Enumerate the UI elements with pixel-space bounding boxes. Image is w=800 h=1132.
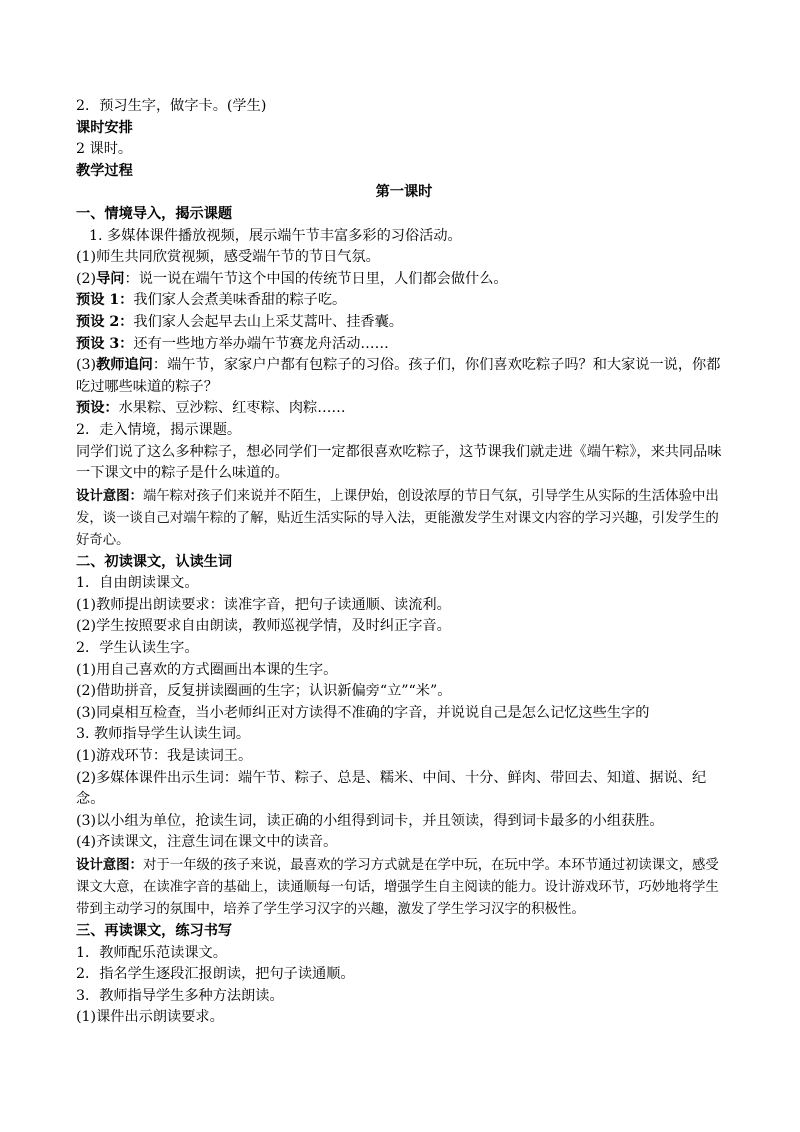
design-intent-text: 端午粽对孩子们来说并不陌生，上课伊始，创设浓厚的节日气氛，引导学生从实际的生活体验中出发，谈一谈自己对端午粽的了解，贴近生活实际的导入法，更能激发学生对课文内容的学习兴趣，引发学生的好奇心。: [76, 488, 719, 548]
design-intent-label: 设计意图：: [76, 857, 143, 873]
preset-label: 预设 1：: [76, 292, 134, 309]
section-1-title: 一、情境导入，揭示课题: [76, 205, 233, 222]
heading-schedule: 课时安排: [76, 119, 133, 136]
section-3-title: 三、再读课文，练习书写: [76, 923, 233, 939]
preset-text: 我们家人会煮美味香甜的粽子吃。: [133, 292, 347, 309]
follow-up-text: ：端午节，家家户户都有包粽子的习俗。孩子们，你们喜欢吃粽子吗？和大家说一说，你都吃过哪些味道的粽子？: [76, 357, 721, 395]
section-2-item-1: 1．自由朗读课文。: [76, 575, 199, 592]
section-2-item-3b: (2)多媒体课件出示生词：端午节、粽子、总是、糯米、中间、十分、鲜肉、带回去、知道、据说、纪念。: [76, 769, 707, 808]
section-1-item-1c: [76, 355, 732, 398]
section-3-item-3a: (1)课件出示朗读要求。: [76, 1009, 224, 1026]
design-intent-2: [76, 854, 732, 921]
section-3-item-3: 3．教师指导学生多种方法朗读。: [76, 987, 284, 1004]
document-page: [76, 96, 732, 1029]
section-1-item-2-text: 同学们说了这么多种粽子，想必同学们一定都很喜欢吃粽子，这节课我们就走进《端午粽》，来共同品味一下课文中的粽子是什么味道的。: [76, 443, 722, 482]
preset-label: 预设：: [76, 400, 119, 417]
section-2-title: 二、初读课文，认读生词: [76, 553, 233, 570]
section-2-item-3c: (3)以小组为单位，抢读生词，读正确的小组得到词卡，并且领读，得到词卡最多的小组获胜。: [76, 812, 664, 829]
guide-question-text: ：说一说在端午节这个中国的传统节日里，人们都会做什么。: [124, 270, 508, 287]
section-2-item-3: 3. 教师指导学生认读生词。: [76, 726, 251, 743]
preset-text: 我们家人会起早去山上采艾蒿叶、挂香囊。: [133, 313, 403, 330]
preset-3: [76, 334, 732, 356]
schedule-text: 2 课时。: [76, 141, 133, 158]
section-2-item-2: 2．学生认读生字。: [76, 640, 199, 657]
preset-label: 预设 3：: [76, 335, 134, 352]
preset-4: [76, 398, 732, 420]
section-1-item-1a: (1)师生共同欣赏视频，感受端午节的节日气氛。: [76, 249, 380, 266]
section-2-item-2c: (3)同桌相互检查，当小老师纠正对方读得不准确的字音，并说说自己是怎么记忆这些生字的: [76, 704, 650, 721]
preset-text: 还有一些地方举办端午节赛龙舟活动……: [133, 335, 389, 352]
section-1-item-2: 2．走入情境，揭示课题。: [76, 421, 242, 438]
section-2-item-1b: (2)学生按照要求自由朗读，教师巡视学情，及时纠正字音。: [76, 618, 451, 635]
section-2-item-3a: (1)游戏环节：我是读词王。: [76, 748, 253, 765]
guide-question-label: 导问: [96, 270, 125, 287]
section-1-item-1: 1. 多媒体课件播放视频，展示端午节丰富多彩的习俗活动。: [89, 227, 462, 244]
prep-item-2: 2．预习生字，做字卡。(学生): [76, 98, 267, 114]
item-number: (2): [76, 270, 97, 287]
section-2-item-2a: (1)用自己喜欢的方式圈画出本课的生字。: [76, 661, 338, 678]
design-intent-text: 对于一年级的孩子来说，最喜欢的学习方式就是在学中玩，在玩中学。本环节通过初读课文，感受课文大意，在读准字音的基础上，读通顺每一句话，增强学生自主阅读的能力。设计游戏环节，巧妙地将学生带到主动学习的氛围中，培养了学生学习汉字的兴趣，激发了学生学习汉字的积极性。: [76, 858, 719, 917]
section-2-item-3d: (4)齐读课文，注意生词在课文中的读音。: [76, 834, 338, 851]
follow-up-label: 教师追问: [96, 357, 153, 374]
heading-lesson-1: 第一课时: [375, 184, 433, 201]
section-3-item-2: 2．指名学生逐段汇报朗读，把句子读通顺。: [76, 966, 355, 983]
preset-label: 预设 2：: [76, 313, 134, 330]
design-intent-1: [76, 485, 732, 552]
section-1-item-1b: [76, 269, 732, 291]
design-intent-label: 设计意图：: [76, 487, 143, 504]
section-3-item-1: 1．教师配乐范读课文。: [76, 944, 227, 961]
preset-1: [76, 290, 732, 312]
preset-text: 水果粽、豆沙粽、红枣粽、肉粽……: [118, 400, 346, 417]
section-2-item-1a: (1)教师提出朗读要求：读准字音，把句子读通顺、读流利。: [76, 596, 451, 613]
item-number: (3): [76, 357, 97, 374]
heading-process: 教学过程: [76, 162, 133, 179]
section-2-item-2b: (2)借助拼音，反复拼读圈画的生字；认识新偏旁“立”“米”。: [76, 683, 452, 700]
preset-2: [76, 312, 732, 334]
